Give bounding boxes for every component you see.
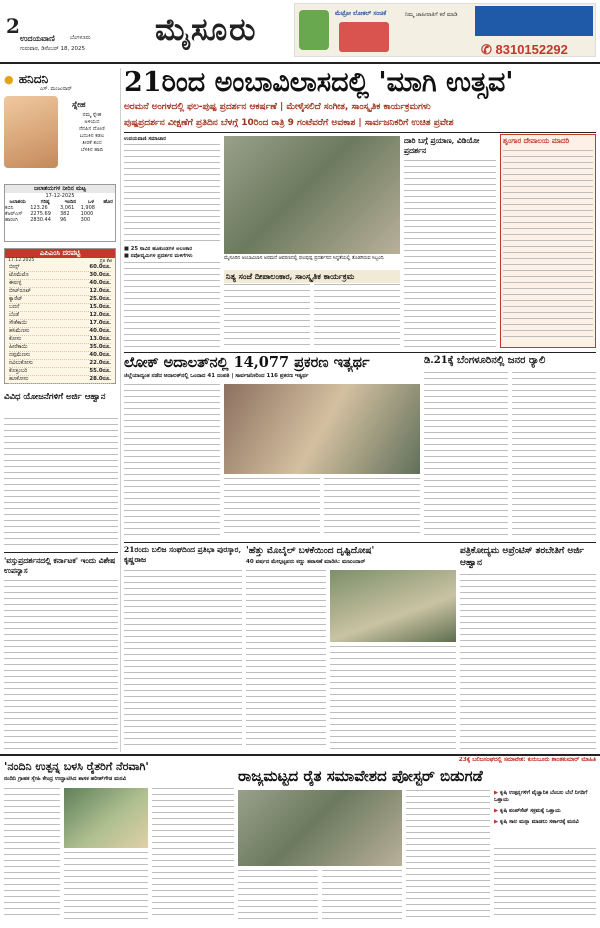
- table-cell: ಕೆಆರ್‌ಎಸ್: [5, 211, 23, 217]
- apmc-item-name: ಹಸಿಮೆಣಸು: [9, 328, 30, 334]
- ad-gift-box: [339, 22, 389, 52]
- lead-photo-caption: ಮೈಸೂರಿನ ಅಂಬಾವಿಲಾಸ ಅರಮನೆ ಆವರಣದಲ್ಲಿ ಫಲಪುಷ್ಪ ಪ್ರದರ್ಶನದ ಸಿದ್ಧತೆಯಲ್ಲಿ ತೊಡಗಿರುವ ಸಿಬ್ಬಂದಿ: [224, 256, 384, 261]
- lok-adalat-photo: [224, 384, 420, 474]
- apmc-date: 17.12.2025: [8, 258, 35, 263]
- lead-body-col3: [314, 284, 400, 348]
- mobile-body-2: [330, 646, 456, 750]
- mobile-headline: 'ಹೆತ್ತು ಮೊಬೈಲ್ ಬಳಕೆಯಿಂದ ದೃಷ್ಟಿದೋಷ': [246, 546, 375, 556]
- apmc-item-price: 17.0ರೂ.: [89, 320, 111, 326]
- reservoir-date: 17-12-2025: [45, 193, 75, 199]
- apmc-item-price: 13.0ರೂ.: [89, 336, 111, 342]
- poem-title: ಸ್ನೇಹ: [72, 100, 86, 109]
- ad-phone-number: 8310152292: [495, 42, 568, 57]
- bullet-icon: ▶: [494, 790, 499, 796]
- apmc-box: [4, 248, 116, 384]
- apmc-item-name: ಕೋಸು: [9, 336, 22, 342]
- apmc-title: ಎಪಿಎಂಸಿ ದರಪಟ್ಟಿ: [5, 249, 115, 258]
- balija-body: [124, 570, 242, 750]
- rally-body-2: [512, 372, 596, 538]
- point-item: [494, 819, 596, 826]
- apmc-unit: ಪ್ರತಿ ಕೆಜಿ: [99, 259, 112, 264]
- poem-line: ನೆನಪಿನ ದೋಣಿ: [79, 126, 105, 132]
- lead-body-col1b: [124, 262, 220, 348]
- apmc-row: [9, 264, 111, 272]
- apmc-item-name: ಈರುಳ್ಳಿ: [9, 280, 22, 286]
- reservoir-title: ಜಲಾಶಯಗಳ ನೀರಿನ ಮಟ್ಟ: [5, 185, 115, 193]
- apmc-item-name: ಕ್ಯಾರೆಟ್: [9, 296, 23, 302]
- lead-headline: 21ರಿಂದ ಅಂಬಾವಿಲಾಸದಲ್ಲಿ 'ಮಾಗಿ ಉತ್ಸವ': [124, 67, 514, 98]
- apmc-row: [9, 328, 111, 336]
- apmc-row: [9, 368, 111, 376]
- deck-rule: [124, 132, 596, 133]
- apmc-item-name: ಬೆಂಡೆ: [9, 312, 19, 318]
- table-row: [5, 217, 115, 223]
- apmc-item-name: ಕೊತ್ತಂಬರಿ: [9, 368, 28, 374]
- ad-banner[interactable]: [294, 3, 596, 57]
- bullet-text: ನವೋದ್ಯಮಿಗಳ ಪ್ರದರ್ಶನ ಮಳಿಗೆಗಳು: [130, 253, 193, 259]
- bottom-main-deck: 23ಕ್ಕೆ ಬಲಿಜಸಂಘದಲ್ಲಿ ಸಮಾವೇಶ: ಕುರುಬೂರು ಶಾಂತಕುಮಾರ್ ಮಾಹಿತಿ: [458, 757, 596, 763]
- nandini-body-2: [152, 788, 234, 920]
- nandini-body-1: [4, 788, 60, 920]
- section-title: ಮೈಸೂರು: [155, 12, 258, 48]
- apmc-item-name: ಹೂಕೋಸು: [9, 376, 29, 382]
- ad-phone[interactable]: [481, 42, 568, 58]
- table-cell: 96: [60, 217, 67, 223]
- ad-phone-icon: [299, 10, 329, 50]
- apmc-item-price: 30.0ರೂ.: [89, 272, 111, 278]
- section-rule: [124, 352, 596, 353]
- bullet-item: ■ ನವೋದ್ಯಮಿಗಳ ಪ್ರದರ್ಶನ ಮಳಿಗೆಗಳು: [124, 253, 193, 259]
- farmer-body-3: [406, 790, 490, 920]
- lead-deck: ಅರಮನೆ ಅಂಗಳದಲ್ಲಿ ಫಲ-ಪುಷ್ಪ ಪ್ರದರ್ಶನ ಆಕರ್ಷಣೆ | ಮೇಳೈಸಲಿದೆ ಸಂಗೀತ, ಸಾಂಸ್ಕೃತಿಕ ಕಾರ್ಯಕ್ರಮಗಳು: [124, 102, 431, 112]
- column-header: ಹೊರ: [103, 199, 113, 205]
- lok-adalat-body-1: [124, 384, 220, 538]
- nandini-photo: [64, 788, 148, 848]
- apmc-row: [9, 344, 111, 352]
- table-cell: 123.26: [30, 205, 48, 211]
- column-header: ಗರಿಷ್ಠ: [40, 199, 50, 205]
- divider: [4, 552, 118, 553]
- lead-byline: ಉದಯವಾಣಿ ಸಮಾಚಾರ: [124, 136, 166, 142]
- notice-headline-2: 'ವಸ್ತುಪ್ರದರ್ಶನದಲ್ಲಿ ಕರ್ನಾಟಕ' ಇಂದು ವಿಶೇಷ ಉಪನ್ಯಾಸ: [4, 556, 116, 575]
- nandini-deck: ನಂದಿನಿ ಗ್ರಾಹಕ ಸ್ನೇಹಿ ಕೇಂದ್ರ ಉದ್ಘಾಟಿಸಿದ ಶಾಸಕ ಹರೀಶ್‌ಗೌಡ ಮನವಿ: [4, 776, 126, 782]
- lok-adalat-body-3: [324, 478, 420, 538]
- table-cell: 1000: [80, 211, 94, 217]
- column-divider: [120, 68, 121, 752]
- table-cell: ಹಾರಂಗಿ: [5, 217, 18, 223]
- farmer-photo: [238, 790, 402, 866]
- poem-line: ನಮ್ಮ ಸ್ನೇಹ: [82, 112, 102, 118]
- apmc-item-price: 25.0ರೂ.: [89, 296, 111, 302]
- apmc-row: [9, 304, 111, 312]
- poem: [66, 112, 118, 154]
- apmc-item-name: ಬೀಟ್‌ರೂಟ್: [9, 288, 32, 294]
- apmc-item-name: ಟೊಮೆಟೊ: [9, 272, 29, 278]
- apmc-row: [9, 352, 111, 360]
- apmc-list: [5, 264, 115, 384]
- mobile-deck: 40 ವರ್ಷದ ಮೇಲ್ಪಟ್ಟವರು ಕಣ್ಣು ತಪಾಸಣೆ ಮಾಡಿಸಿ: ಮಜುಂದಾರ್: [246, 559, 366, 565]
- mobile-body-1: [246, 570, 326, 750]
- farmer-body-4: [494, 848, 596, 920]
- table-cell: 2830.44: [30, 217, 51, 223]
- farmer-body-1: [238, 870, 318, 920]
- apmc-item-price: 60.0ರೂ.: [89, 264, 111, 270]
- point-item: [494, 808, 596, 815]
- ad-blue-box: [475, 6, 593, 36]
- table-cell: 300: [80, 217, 91, 223]
- poem-line: ತೀರಕೆ ತಂದ: [82, 140, 102, 146]
- section-rule: [0, 754, 600, 756]
- lok-adalat-body-2: [224, 478, 320, 538]
- side-box: [500, 134, 596, 348]
- apmc-item-name: ಬೀನ್ಸ್: [9, 264, 20, 270]
- drop-icon: ●: [4, 73, 14, 86]
- apmc-item-price: 35.0ರೂ.: [89, 344, 111, 350]
- page-number: 2: [6, 14, 20, 38]
- phone-icon: ✆: [481, 42, 496, 57]
- apmc-row: [9, 376, 111, 384]
- apmc-item-name: ಹೀರೆಕಾಯಿ: [9, 344, 28, 350]
- apmc-item-name: ಬದನೆ: [9, 304, 20, 310]
- masthead: [0, 0, 600, 62]
- apmc-item-price: 12.0ರೂ.: [89, 312, 111, 318]
- lok-adalat-deck: ಜಿಲ್ಲೆಯಾದ್ಯಂತ ನಡೆದ ಅದಾಲತ್‌ನಲ್ಲಿ ಒಂದಾದ 41 ದಂಪತಿ | ಸಾರ್ವಜನಿಕರಿಂದ 116 ಪ್ರಕರಣ ಇತ್ಯರ್ಥ: [124, 373, 309, 379]
- apmc-item-price: 40.0ರೂ.: [89, 352, 111, 358]
- side-top-body: [404, 160, 496, 348]
- rally-headline: ಡಿ.21ಕ್ಕೆ ಬೆಂಗಳೂರಿನಲ್ಲಿ ಜನರ ರ‍್ಯಾಲಿ: [424, 355, 546, 366]
- apmc-item-price: 28.0ರೂ.: [89, 376, 111, 382]
- nandini-body-3: [64, 852, 148, 920]
- table-cell: ಕಬಿನಿ: [5, 205, 14, 211]
- ad-text-1: ಮೆಟ್ರೋ ಲೋಕಲ್ ಸಂಚಿಕೆ: [335, 10, 387, 17]
- point-text: ಕೃಷಿ ಸಾಲ ಮನ್ನಾ ಮಾಡಲು ಸರ್ಕಾರಕ್ಕೆ ಮನವಿ: [500, 819, 579, 825]
- side-box-body: [503, 150, 593, 340]
- table-cell: 2275.69: [30, 211, 51, 217]
- bullet-text: 25 ಸಾವಿರ ಹೂಕುಂಡಗಳ ಅಲಂಕಾರ: [130, 246, 193, 252]
- table-cell: 1,908: [80, 205, 95, 211]
- farmer-body-2: [322, 870, 402, 920]
- bullet-icon: ▶: [494, 808, 499, 814]
- point-item: [494, 790, 596, 804]
- apmc-item-price: 55.0ರೂ.: [89, 368, 111, 374]
- lead-body-col1: [124, 144, 220, 244]
- balija-headline: 21ರಂದು ಬಲಿಜ ಸಂಘದಿಂದ ಪ್ರತಿಭಾ ಪುರಸ್ಕಾರ, ಕೃಷ್ಣರಾಜ: [124, 545, 242, 564]
- apmc-item-name: ಸೌತೆಕಾಯಿ: [9, 320, 28, 326]
- honey-title: ಹನಿದನಿ: [18, 72, 49, 86]
- apprentice-body: [460, 574, 596, 750]
- mobile-photo: [330, 570, 456, 642]
- date-line: ಗುರುವಾರ, ಡಿಸೆಂಬರ್ 18, 2025: [20, 46, 85, 52]
- table-cell: 3,061: [60, 205, 75, 211]
- notice-body-2: [4, 580, 118, 750]
- apprentice-headline: ಪತ್ರಿಕೋದ್ಯಮ ಅಪ್ರೆಂಟಿಸ್ ತರಬೇತಿಗೆ ಅರ್ಜಿ ಆಹ್ವಾನ: [460, 546, 584, 568]
- bullet-item: ■ 25 ಸಾವಿರ ಹೂಕುಂಡಗಳ ಅಲಂಕಾರ: [124, 246, 193, 252]
- reservoir-table: [5, 199, 115, 223]
- apmc-item-price: 40.0ರೂ.: [89, 328, 111, 334]
- apmc-item-price: 15.0ರೂ.: [89, 304, 111, 310]
- masthead-rule: [0, 62, 600, 64]
- apmc-row: [9, 288, 111, 296]
- column-header: ಜಲಾಶಯ: [9, 199, 26, 205]
- lok-adalat-headline: ಲೋಕ್ ಅದಾಲತ್‌ನಲ್ಲಿ 14,077 ಪ್ರಕರಣ ಇತ್ಯರ್ಥ: [124, 354, 370, 371]
- lead-bullets: [124, 246, 220, 260]
- apmc-row: [9, 312, 111, 320]
- apmc-row: [9, 296, 111, 304]
- farmer-headline: ರಾಜ್ಯಮಟ್ಟದ ರೈತ ಸಮಾವೇಶದ ಪೋಸ್ಟರ್ ಬಿಡುಗಡೆ: [238, 767, 483, 785]
- lead-sub-headline: ನಿತ್ಯ ಸಂಜೆ ದೀಪಾಲಂಕಾರ, ಸಾಂಸ್ಕೃತಿಕ ಕಾರ್ಯಕ್ರಮ: [224, 270, 400, 283]
- edition: ಬೆಂಗಳೂರು: [70, 35, 91, 41]
- notice-body-1: [4, 418, 118, 546]
- ad-text-2: ನಿಮ್ಮ ಜಾಹೀರಾತಿಗೆ ಕರೆ ಮಾಡಿ: [405, 12, 458, 18]
- apmc-item-price: 40.0ರೂ.: [89, 280, 111, 286]
- paper-name: ಉದಯವಾಣಿ: [20, 34, 55, 43]
- nandini-headline: 'ನಂದಿನಿ ಉತ್ಪನ್ನ ಬಳಸಿ ರೈತರಿಗೆ ನೆರವಾಗಿ': [4, 760, 149, 773]
- apmc-item-price: 22.0ರೂ.: [89, 360, 111, 366]
- apmc-row: [9, 272, 111, 280]
- poem-line: ಅಳಿಯದ: [84, 119, 100, 125]
- apmc-item-name: ದಪ್ಪಮೆಣಸು: [9, 352, 31, 358]
- lead-deck-2: ಪುಷ್ಪಪ್ರದರ್ಶನ ವೀಕ್ಷಣೆಗೆ ಪ್ರತಿದಿನ ಬೆಳಗ್ಗೆ 10ರಿಂದ ರಾತ್ರಿ 9 ಗಂಟೆವರೆಗೆ ಅವಕಾಶ | ಸಾರ್ವಜನಿಕರಿಗೆ ಉಚಿತ ಪ್ರವೇಶ: [124, 118, 454, 128]
- rally-body-1: [424, 372, 508, 538]
- apmc-row: [9, 360, 111, 368]
- column-header: ಇಂದಿನ: [64, 199, 77, 205]
- table-cell: 382: [60, 211, 70, 217]
- apmc-row: [9, 280, 111, 288]
- point-text: ಕೃಷಿ ಉತ್ಪನ್ನಗಳಿಗೆ ವೈಜ್ಞಾನಿಕ ಬೆಂಬಲ ಬೆಲೆ ನಿಗದಿಗೆ ಒತ್ತಾಯ: [494, 790, 588, 803]
- poem-line: ಬೆಳಕಿನ ಹಾದಿ: [80, 147, 104, 153]
- bullet-icon: ▶: [494, 819, 499, 825]
- section-rule: [124, 542, 596, 543]
- lead-body-col2: [224, 284, 310, 348]
- farmer-points: [494, 790, 596, 830]
- apmc-row: [9, 336, 111, 344]
- column-header: ಒಳ: [87, 199, 94, 205]
- notice-headline-1: ವಿವಿಧ ಯೋಜನೆಗಳಿಗೆ ಅರ್ಜಿ ಆಹ್ವಾನ: [4, 392, 106, 402]
- point-text: ಕೃಷಿ ಪಂಪ್‌ಸೆಟ್ ಸಕ್ರಮಕ್ಕೆ ಒತ್ತಾಯ: [500, 808, 561, 814]
- reservoir-box: [4, 184, 116, 242]
- side-box-headline: ಶೃಂಗಾರ ದೇವಾಲಯ ಮಾದರಿ: [503, 137, 570, 145]
- honey-brand: [4, 68, 114, 86]
- apmc-row: [9, 320, 111, 328]
- poem-line: ಬದುಕಿನ ಕಡಲ: [79, 133, 105, 139]
- honey-author: ಎಸ್. ಮಂಜುನಾಥ್: [40, 86, 72, 92]
- side-top-headline: ದಾರಿ ಬಗ್ಗೆ ಪ್ರಯಾಣ, ವಿಡಿಯೋ ಪ್ರದರ್ಶನ: [404, 136, 480, 155]
- apmc-item-price: 12.0ರೂ.: [89, 288, 111, 294]
- lead-photo: [224, 136, 400, 254]
- apmc-item-name: ನವಿಲುಕೋಸು: [9, 360, 33, 366]
- honey-illustration: [4, 96, 58, 168]
